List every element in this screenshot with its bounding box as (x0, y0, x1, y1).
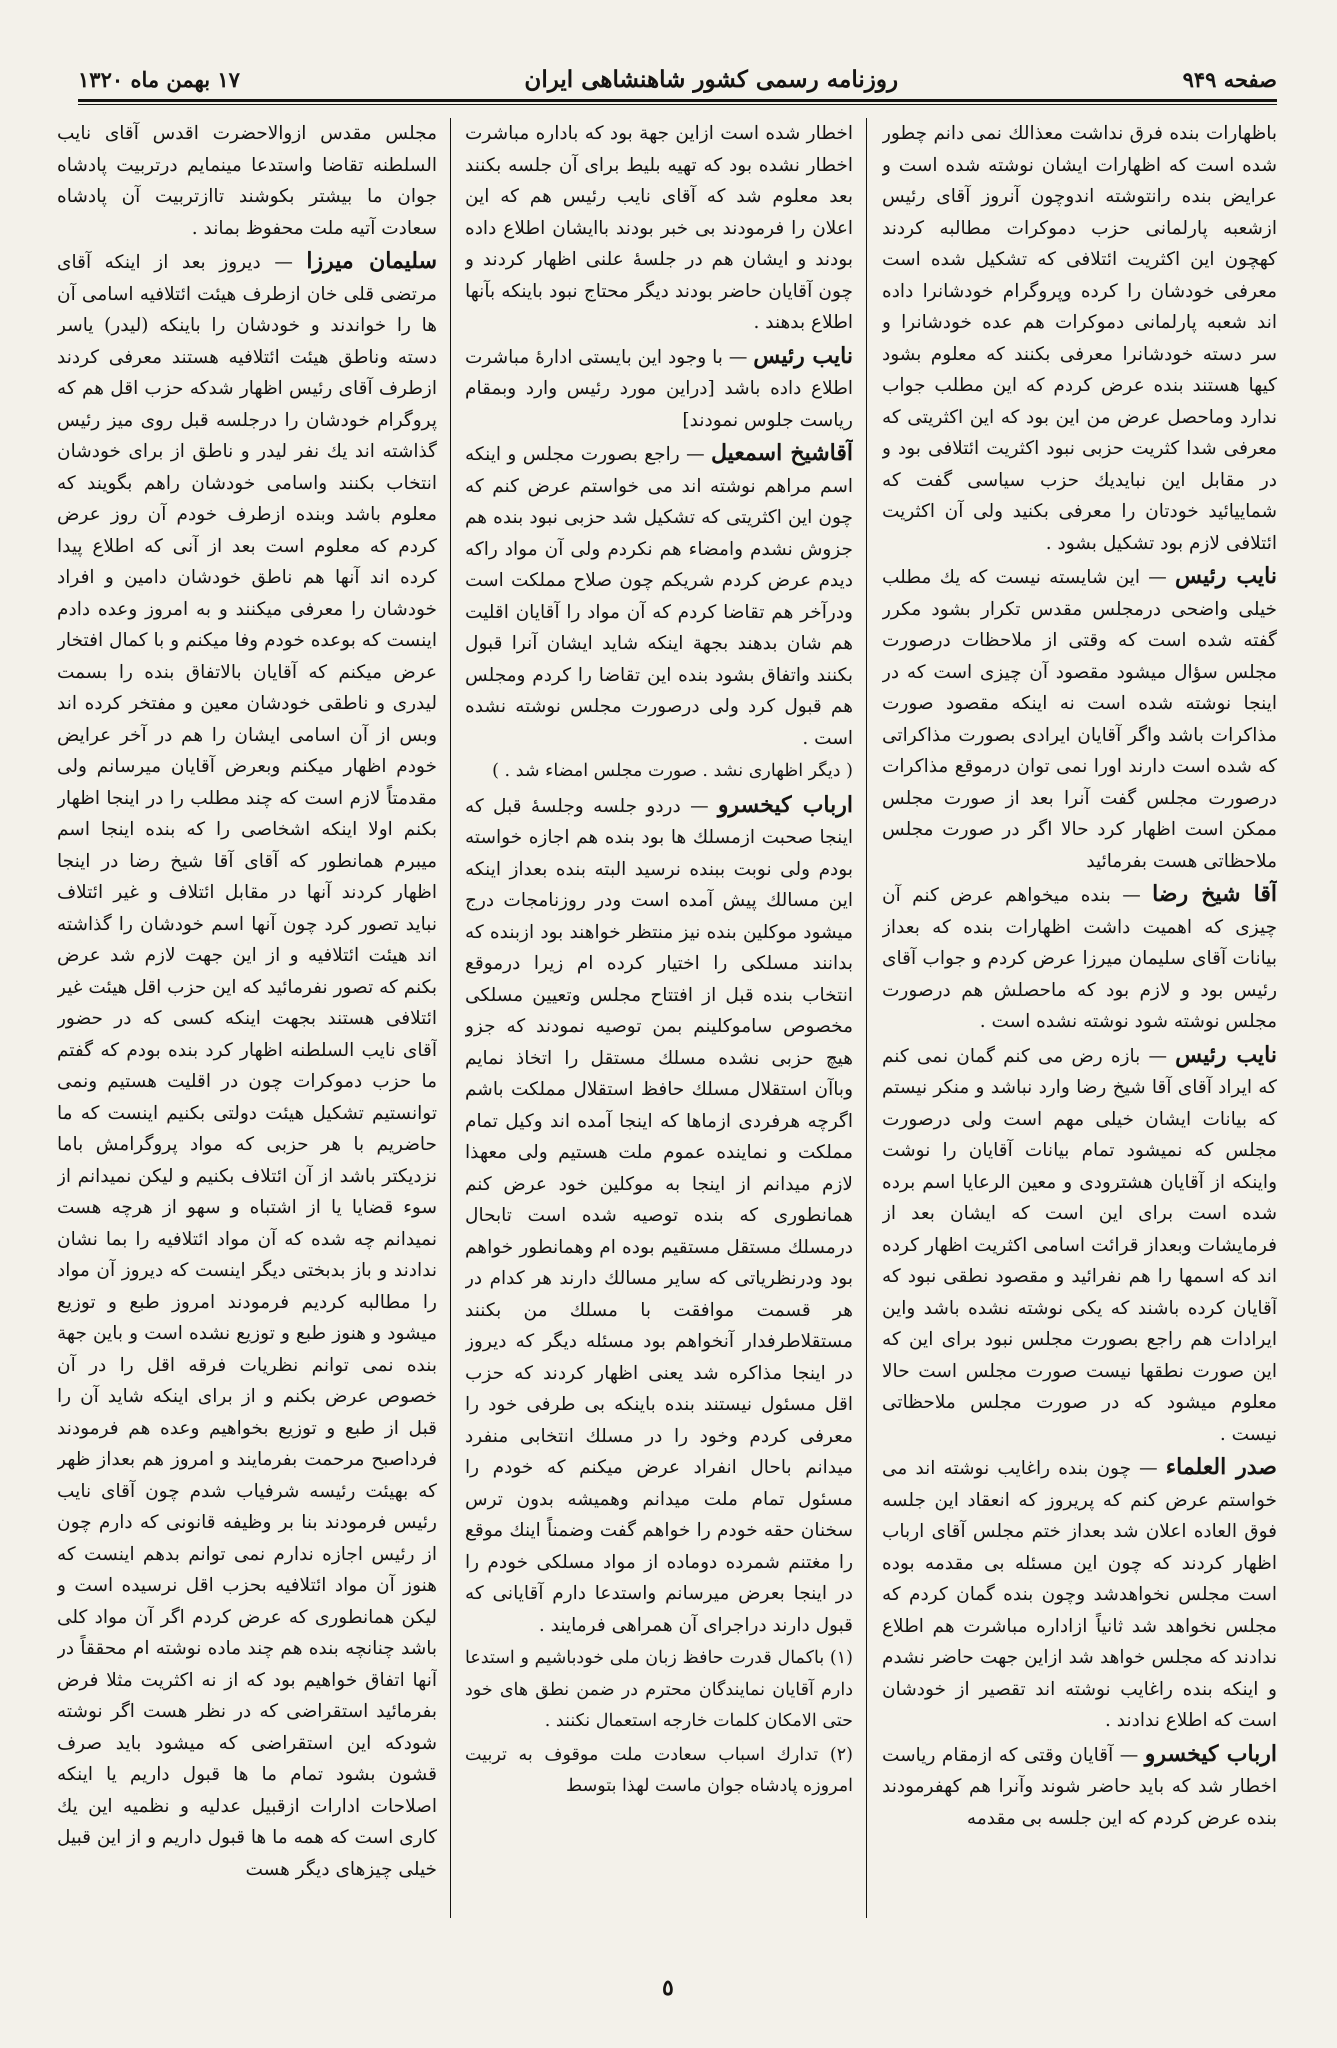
speech-text: دیروز بعد از اینکه آقای مرتضی قلی خان ازطرف هیئت ائتلافیه اسامی آن ها را خواندند و خودشان را باینکه (لیدر) یاسر دسته وناطق هیئت ائتلافیه هستند معرفی کردند ازطرف آقای رئیس اظهار شدکه حزب اقل هم که پروگرام خودشان را درجلسه قبل روی میز رئیس گذاشته اند یك نفر لیدر و ناطق از برای خودشان انتخاب بکنند واسامی خودشان راهم بگویند که معلوم باشد وبنده ازطرف خودم آن روز عرض کردم که معلوم است بعد از آنی که اطلاع پیدا کرده اند آنها هم ناطق خودشان دامین و افراد خودشان را معرفی میکنند و به امروز وعده دادم اینست که بوعده خودم وفا میکنم و با کمال افتخار عرض میکنم که آقایان بالاتفاق بنده را بسمت لیدری و ناطقی خودشان معین و مفتخر کرده اند وبس از آن اسامی ایشان را هم در آخر عرایض خودم اظهار میکنم وبعرض آقایان میرسانم ولی مقدمتاً لازم است که چند مطلب را در اینجا اظهار بکنم اولا اینکه اشخاصی را که بنده اینجا اسم میبرم همانطور که آقای آقا شیخ رضا در اینجا اظهار کردند آنها در مقابل ائتلاف و غیر ائتلاف نباید تصور کرد چون آنها اسم خودشان را گذاشته اند هیئت ائتلافیه و از این جهت لازم شد عرض بکنم که تصور نفرمائید که این حزب اقل هیئت غیر ائتلافی هستند بجهت اینکه کسی که در حضور آقای نایب السلطنه اظهار کرد بنده بودم که گفتم ما حزب دموکرات چون در اقلیت هستیم ونمی توانستیم تشکیل هیئت دولتی بکنیم اینست که ما حاضریم با هر حزبی که مواد پروگرامش باما نزدیکتر باشد از آن ائتلاف بکنیم و لیکن نمیدانم از سوء قضایا یا از اشتباه و سهو از هرچه هست نمیدانم چه شده که آن مواد ائتلافیه را بما نشان ندادند و باز بدبختی دیگر اینست که دیروز آن مواد را مطالبه کردیم فرمودند امروز طبع و توزیع میشود و هنوز طبع و توزیع نشده است و باین جهة بنده نمی توانم نظریات فرقه اقل را در آن خصوص عرض بکنم و از برای اینکه شاید آن را قبل از طبع و توزیع بخواهیم وعده هم فرمودند فرداصبح مرحمت بفرمایند و امروز هم بعداز ظهر که بهیئت رئیسه شرفیاب شدم چون آقای نایب رئیس فرمودند بنا بر وظیفه قانونی که دارم چون از رئیس اجازه ندارم نمی توانم بدهم اینست که هنوز آن مواد ائتلافیه بحزب اقل نرسیده است و لیکن همانطوری که عرض کردم اگر آن مواد کلی باشد چنانچه بنده هم چند ماده نوشته ام محققاً در آنها اتفاق خواهیم بود که از نه اکثریت مثلا فرض بفرمائید استقراضی که در نظر هست اگر نوشته شودکه این استقراضی که میشود باید صرف قشون بشود تمام ما ها قبول داریم یا اینکه اصلاحات ادارات ازقبیل عدلیه و نظمیه این یك کاری است که همه ما ها قبول داریم و از این قبیل خیلی چیزهای دیگر هست (57, 252, 437, 1880)
newspaper-title: روزنامه رسمی کشور شاهنشاهی ایران (524, 65, 899, 93)
speech-text: بازه رض می کنم گمان نمی کنم که ایراد آقای آقا شیخ رضا وارد نباشد و منکر نیستم که بیانات ایشان خیلی مهم است ولی درصورت مجلس که نمیشود تمام بیانات آقایان را نوشت واینکه از آقایان هشترودی و معین الرعایا اسم برده شده است برای این است که ایشان بعد از فرمایشات وبعداز قرائت اسامی اکثریت اظهار کرده اند که اسمها را هم نفرائید و مقصود نطقی نبود که آقایان کرده باشند که یکی نوشته نشده باشد واین ایرادات هم راجع بصورت مجلس نبود برای این که این صورت نطقها نیست صورت مجلس است حالا معلوم میشود که در صورت مجلس ملاحظاتی نیست . (882, 1045, 1277, 1445)
text-paragraph: اخطار شده است ازاین جهة بود که باداره مباشرت اخطار نشده بود که تهیه بلیط برای آن جلسه بکنند بعد معلوم شد که آقای نایب رئیس هم که این اعلان را فرمودند بی خبر بودند باایشان اطلاع داده بودند و ایشان هم در جلسهٔ علنی اظهار کردند و چون آقایان حاضر بودند دیگر محتاج نبود باینکه بآنها اطلاع بدهند . (465, 123, 853, 333)
speech-paragraph (465, 790, 853, 1642)
speech-paragraph (57, 246, 437, 1885)
speaker-dash: — (1140, 567, 1175, 588)
speech-paragraph (882, 1040, 1277, 1451)
speaker-name: ارباب کیخسرو (1144, 1740, 1277, 1767)
speaker-dash: — (680, 795, 718, 817)
speaker-name: نایب رئیس (1175, 1041, 1277, 1068)
speaker-name: آقاشیخ اسمعیل (711, 440, 853, 466)
page-number: صفحه ۹۴۹ (1182, 66, 1277, 92)
speech-paragraph (465, 438, 853, 754)
speaker-dash: — (722, 346, 754, 368)
speech-paragraph (882, 1452, 1277, 1737)
column-divider (450, 118, 451, 1918)
speaker-name: صدر العلماء (1165, 1454, 1277, 1480)
speaker-dash: — (1110, 885, 1153, 906)
column-divider (866, 118, 867, 1918)
note-paragraph: (۲) تدارك اسباب سعادت ملت موقوف به تربیت امروزه پادشاه جوان ماست لهذا بتوسط (465, 1744, 853, 1796)
text-paragraph: باظهارات بنده فرق نداشت معذالك نمی دانم چطور شده است که اظهارات ایشان نوشته شده است و عرایض بنده رانتوشته اندوچون آنروز آقای رئیس ازشعبه پارلمانی حزب دموکرات مطالبه کردند کهچون این اکثریت ائتلافی که تشکیل شده است معرفی خودشان را کرده وپروگرام خودشانرا داده اند شعبه پارلمانی دموکرات هم عده خودشانرا و سر دسته خودشانرا معرفی بکنند که معلوم بشود کیها هستند بنده عرض کردم که این مطلب جواب ندارد وماحصل عرض من این بود که این اکثریتی که معرفی شدا کثریت حزبی نبود اکثریت ائتلافی بود و در مقابل این نبایدیك حزب سیاسی گفت که شماییائید خودتان را معرفی بکنید ولی آن اکثریت ائتلافی لازم بود تشکیل بشود . (882, 123, 1277, 554)
speaker-name: نایب رئیس (753, 342, 853, 369)
header-rule-thin (78, 104, 1277, 105)
speaker-name: نایب رئیس (1175, 563, 1277, 589)
speech-paragraph (882, 561, 1277, 877)
speech-paragraph (882, 1739, 1277, 1835)
text-paragraph: مجلس مقدس ازوالاحضرت اقدس آقای نایب السلطنه تقاضا واستدعا مینمایم درتربیت پادشاه جوان ما بیشتر بکوشند تاازتربیت آن پادشاه سعادت آتیه ملت محفوظ بماند . (57, 123, 437, 239)
speech-text: با وجود این بایستی ادارهٔ مباشرت اطلاع داده باشد [دراین مورد رئیس وارد وبمقام ریاست جلوس نمودند] (465, 346, 853, 431)
speech-text: راجع بصورت مجلس و اینکه اسم مراهم نوشته اند می خواستم عرض کنم که چون این اکثریتی که تشکیل شد حزبی نبود بنده هم جزوش نشدم وامضاء هم نکردم ولی آن مواد راکه دیدم عرض کردم شریکم چون صلاح مملکت است ودرآخر هم تقاضا کردم که آن مواد را آقایان اقلیت هم شان بدهند بجهة اینکه شاید ایشان آنرا قبول بکنند واتفاق بشود بنده این تقاضا را کردم ومجلس هم قبول کرد ولی درصورت مجلس نوشته نشده است . (465, 444, 853, 749)
speech-text: آقایان وقتی که ازمقام ریاست اخطار شد که باید حاضر شوند وآنرا هم کهفرمودند بنده عرض کردم که این جلسه بی مقدمه (882, 1744, 1277, 1829)
speaker-dash: — (1140, 1045, 1176, 1067)
page-header (78, 62, 1277, 96)
speaker-name: ارباب کیخسرو (717, 791, 853, 818)
speech-paragraph (465, 341, 853, 437)
speaker-dash: — (260, 252, 307, 273)
speech-text: چون بنده راغایب نوشته اند می خواستم عرض کنم که پریروز که انعقاد این جلسه فوق العاده اعلان شد بعداز ختم مجلس آقای ارباب اظهار کردند که چون این مسئله بی مقدمه بوده است مجلس نخواهدشد وچون بنده گمان کردم که مجلس نخواهد شد ثانیاً ازاداره مباشرت هم اطلاع ندادند که مجلس خواهد شد ازاین جهت حاضر نشدم و اینکه بنده راغایب نوشته اند تقصیر از خودشان است که اطلاع ندادند . (882, 1458, 1277, 1731)
speaker-dash: — (1113, 1744, 1145, 1766)
speaker-name: آقا شیخ رضا (1152, 881, 1277, 907)
column-middle (465, 118, 853, 1918)
speech-text: این شایسته نیست که یك مطلب خیلی واضحی درمجلس مقدس تکرار بشود مکرر گفته شده است که وقتی از ملاحظات درصورت مجلس سؤال میشود مقصود آن چیزی است که در اینجا نوشته شده است نه اینکه مقصود صورت مذاکرات باشد واگر آقایان ایرادی بصورت مذاکراتی که شده است دارند اورا نمی توان درموقع مذاکرات درصورت مجلس گفت آنرا بعد از صورت مجلس ممکن است اظهار کرد حالا اگر در صورت مجلس ملاحظاتی هست بفرمائید (882, 567, 1277, 872)
speaker-name: سلیمان میرزا (306, 248, 437, 274)
note-paragraph: ( دیگر اظهاری نشد . صورت مجلس امضاء شد . ) (492, 761, 853, 781)
column-left (57, 118, 437, 1918)
speech-paragraph (882, 879, 1277, 1038)
speaker-dash: — (1131, 1458, 1166, 1479)
speech-text: بنده میخواهم عرض کنم آن چیزی که اهمیت داشت اظهارات بنده که بعداز بیانات آقای سلیمان میرزا عرض کردم و جواب آقای رئیس بود و لازم بود که ماحصلش هم درصورت مجلس نوشته شود نوشته نشده است . (882, 885, 1277, 1032)
speech-text: دردو جلسه وجلسهٔ قبل که اینجا صحبت ازمسلك ها بود بنده هم اجازه خواسته بودم ولی نوبت ببنده نرسید البته بنده بعداز اینکه این مسالك پیش آمده است ودر روزنامجات درج میشود موکلین بنده نیز منتظر خواهند بود ازبنده که بدانند مسلکی را اختیار کرده ام زیرا درموقع انتخاب بنده قبل از افتتاح مجلس وتعیین مسلکی مخصوص ساموکلینم بمن توصیه نمودند که جزو هیچ حزبی نشده مسلك مستقل را اتخاذ نمایم وباآن استقلال مسلك حافظ استقلال مملکت باشم اگرچه هرفردی ازماها که اینجا آمده اند وکیل تمام مملکت و نماینده عموم ملت هستیم ولی معهذا لازم میدانم از اینجا به موکلین خود عرض کنم همانطوری که بنده توصیه شده است تابحال درمسلك مستقل مستقیم بوده ام وهمانطور خواهم بود ودرنظریاتی که سایر مسالك دارند هر کدام در هر قسمت موافقت با مسلك من بکنند مستقلاطرفدار آنخواهم بود مسئله دیگر که دیروز در اینجا مذاکره شد یعنی اظهار کردند که حزب اقل مسئول نیستند بنده باینکه بی طرفی خود را معرفی کردم وخود را در مسلك انتخابی منفرد میدانم باحال انفراد عرض میکنم که خودم را مسئول تمام ملت میدانم وهمیشه بدون ترس سخنان حقه خودم را خواهم گفت وضمناً اینك موقع را مغتنم شمرده دوماده از مواد مسلکی خودم را در اینجا بعرض میرسانم واستدعا دارم آقایانی که قبول دارند دراجرای آن همراهی فرمایند . (465, 795, 853, 1636)
issue-date: ۱۷ بهمن ماه ۱۳۲۰ (78, 66, 240, 92)
column-right (882, 118, 1277, 1918)
speaker-dash: — (679, 444, 712, 465)
page-footer-mark: ٥ (662, 1975, 674, 2001)
note-paragraph: (۱) باکمال قدرت حافظ زبان ملی خودباشیم و استدعا دارم آقایان نمایندگان محترم در ضمن نطق های خود حتی الامکان کلمات خارجه استعمال نکنند . (465, 1648, 853, 1731)
header-rule (78, 99, 1277, 102)
